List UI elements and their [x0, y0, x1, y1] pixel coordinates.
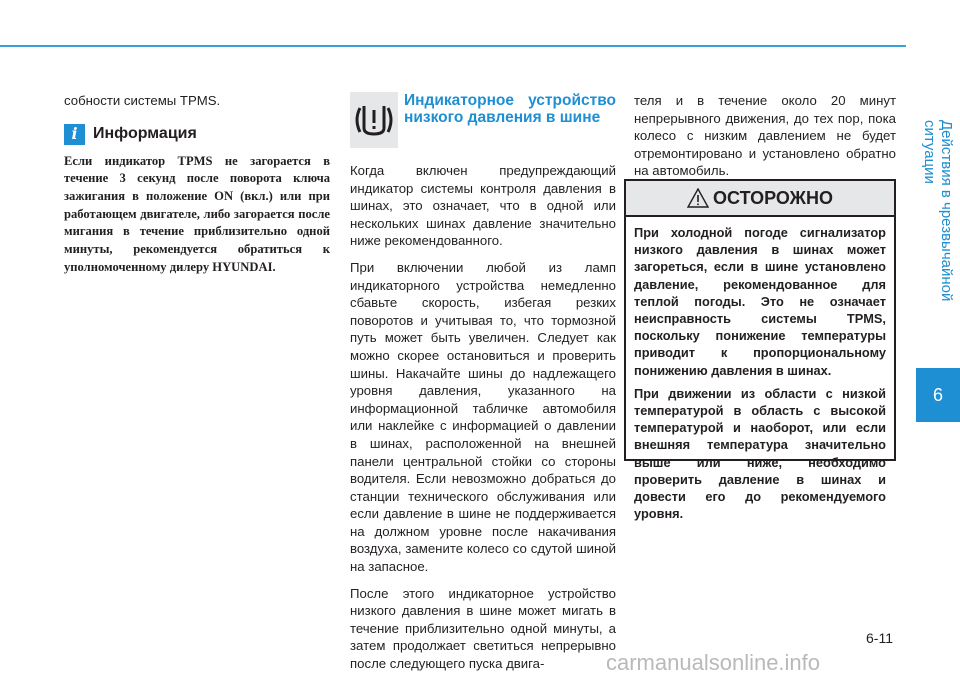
intro-text: собности системы TPMS. [64, 93, 221, 108]
info-heading [64, 124, 330, 145]
info-title: Информация [93, 125, 197, 143]
body-paragraph: После этого индикаторное устройство низкого давления в шине может мигать в течение приблизительно одной минуты, а затем продолжает светиться непрерывно после следующего пуска двига- [350, 585, 616, 672]
column-middle [350, 92, 616, 682]
watermark: carmanualsonline.info [606, 650, 821, 675]
caution-title: ОСТОРОЖНО [713, 187, 833, 208]
column-left [64, 92, 330, 277]
chapter-number-tab: 6 [916, 368, 960, 422]
tpms-warning-icon [350, 92, 398, 148]
caution-paragraph: При движении из области с низкой температурой в область с высокой температурой и наоборот, или если внешняя температура значительно выше или ниже, необходимо проверить давление в шинах и довести его до рекомендуемого уровня. [634, 385, 886, 522]
page-number: 6-11 [866, 630, 893, 646]
info-icon: i [64, 124, 85, 145]
caution-header [626, 181, 894, 217]
header-rule [0, 45, 906, 47]
tpms-section-title: Индикаторное устройство низкого давления в шине [404, 92, 616, 126]
caution-box [624, 179, 896, 522]
body-paragraph: Когда включен предупреждающий индикатор системы контроля давления в шинах, это означает, что в одной или нескольких шинах давление значительно ниже рекомендованного. [350, 163, 616, 249]
body-paragraph: При включении любой из ламп индикаторного устройства немедленно сбавьте скорость, избегая резких поворотов и учитывая то, что тормозной путь может быть увеличен. Следует как можно скорее остановиться и проверить шины. Накачайте шины до надлежащего уровня давления, указанного на информационной табличке автомобиля или наклейке с информацией о давлении в шинах, расположенной на внешней панели центральной стойки со стороны водителя. Если невозможно добраться до станции технического обслуживания или если давление в шине не поддерживается на должном уровне после накачивания воздуха, замените колесо со сдутой шиной на запасное. [350, 259, 616, 575]
section-side-title: Действия в чрезвычайной ситуации [921, 120, 955, 302]
continued-paragraph: теля и в течение около 20 минут непрерывного движения, до тех пор, пока колесо с низким давлением не будет отремонтировано и установлено обратно на автомобиль. [634, 93, 896, 179]
info-body: Если индикатор TPMS не загорается в течение 3 секунд после поворота ключа зажигания в положение ON (вкл.) или при работающем двигателе, либо загорается после мигания в течение приблизительно одной минуты, рекомендуется обратиться к уполномоченному дилеру HYUNDAI. [64, 153, 330, 274]
caution-body [626, 217, 894, 522]
warning-triangle-icon [687, 188, 709, 208]
column-right [634, 92, 896, 189]
caution-paragraph: При холодной погоде сигнализатор низкого давления в шинах может загореться, если в шине установлено давление, рекомендованное для теплой погоды. Это не означает неисправность системы TPMS, поскольку понижение температуры приводит к пропорциональному понижению давления в шинах. [634, 225, 886, 378]
tpms-heading [350, 92, 616, 152]
